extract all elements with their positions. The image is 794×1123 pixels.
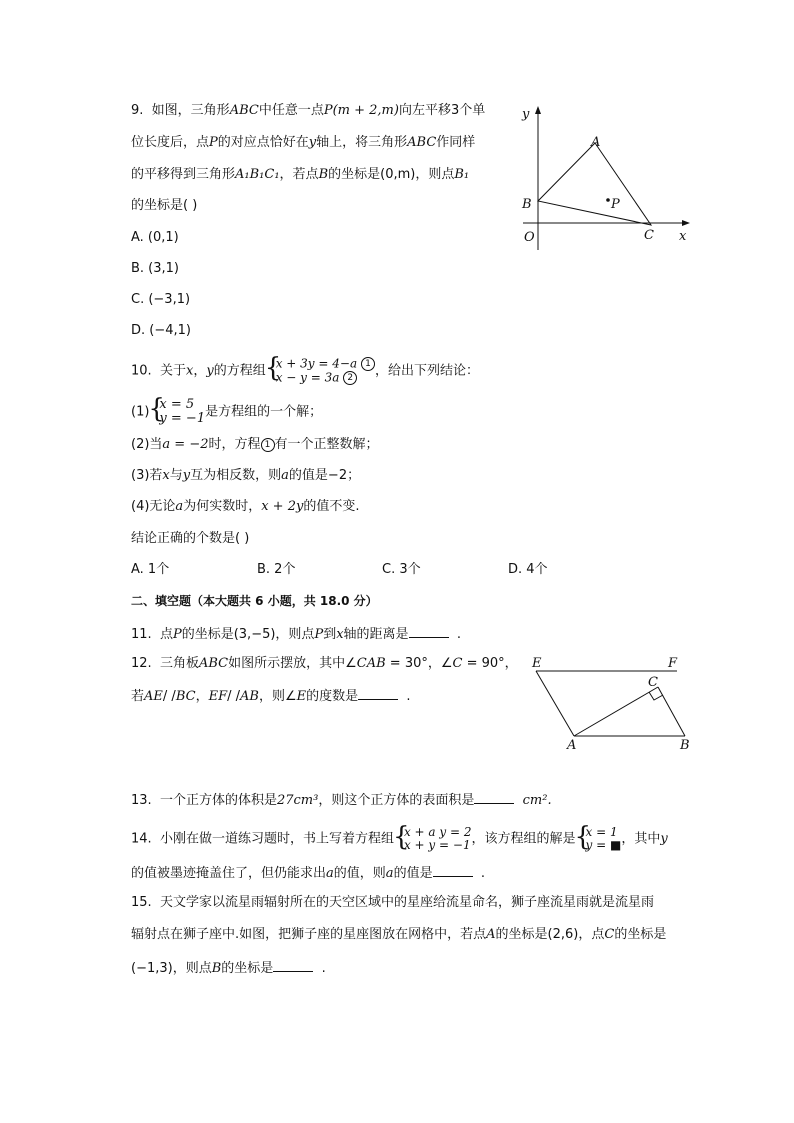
q9-line4: 的坐标是( ) — [131, 198, 198, 213]
q12-line2: 若AE/ /BC，EF/ /AB，则∠E的度数是 . — [131, 685, 411, 707]
label-c: C — [648, 675, 658, 690]
triangle-abc — [538, 143, 651, 225]
q10-option-d[interactable]: D. 4个 — [508, 562, 548, 577]
x-axis-arrow — [682, 220, 690, 226]
q9-option-d[interactable]: D. (−4,1) — [131, 323, 191, 338]
q10-intro: 10. 关于x，y的方程组{ x + 3y = 4−a 1 x − y = 3a 2 ，给出下列结论： — [131, 357, 479, 385]
q10-conclusion-2: (2)当a = −2时，方程 1 有一个正整数解； — [131, 437, 379, 452]
q9-line3: 的平移得到三角形A₁B₁C₁，若点B的坐标是(0,m)，则点B₁ — [131, 167, 470, 182]
q14-line1: 14. 小刚在做一道练习题时，书上写着方程组{ x + a y = 2 x + y = −1，该方程组的解是{ x = 1 y = ■，其中y — [131, 826, 668, 852]
q13: 13. 一个正方体的体积是27cm³，则这个正方体的表面积是 cm². — [131, 789, 552, 811]
q11: 11. 点P的坐标是(3,−5)，则点P到x轴的距离是 . — [131, 623, 461, 645]
label-c: C — [644, 228, 654, 243]
q15-line2: 辐射点在狮子座中.如图，把狮子座的星座图放在网格中，若点A的坐标是(2,6)，点C的坐标是 — [131, 927, 667, 942]
q13-answer-blank[interactable] — [474, 789, 514, 804]
q14-equation-system: { x + a y = 2 x + y = −1 — [394, 826, 472, 852]
q15-answer-blank[interactable] — [273, 957, 313, 972]
q10-conclusion-1: (1){ x = 5 y = −1是方程组的一个解； — [131, 398, 322, 426]
label-a: A — [591, 135, 601, 150]
origin-label: O — [524, 230, 535, 245]
line-ae — [536, 671, 574, 736]
line-ac — [574, 687, 658, 736]
q9-figure — [505, 100, 705, 255]
q10-option-a[interactable]: A. 1个 — [131, 562, 170, 577]
label-p: P — [611, 197, 620, 212]
q10-option-b[interactable]: B. 2个 — [257, 562, 296, 577]
section-2-title: 二、填空题（本大题共 6 小题，共 18.0 分） — [131, 594, 378, 608]
q12-figure — [525, 652, 705, 754]
q9-option-b[interactable]: B. (3,1) — [131, 261, 180, 276]
q10-equation-system: { x + 3y = 4−a 1 x − y = 3a 2 — [266, 357, 375, 385]
q9-option-c[interactable]: C. (−3,1) — [131, 292, 191, 307]
q15-line3: (−1,3)，则点B的坐标是 . — [131, 957, 326, 979]
q12-answer-blank[interactable] — [358, 685, 398, 700]
q10-question: 结论正确的个数是( ) — [131, 531, 250, 546]
q14-answer-blank[interactable] — [433, 862, 473, 877]
line-bc — [658, 687, 685, 736]
q10-option-c[interactable]: C. 3个 — [382, 562, 421, 577]
x-axis-label: x — [679, 229, 687, 244]
label-e: E — [532, 656, 542, 671]
q11-answer-blank[interactable] — [409, 623, 449, 638]
label-f: F — [668, 656, 678, 671]
label-b: B — [680, 738, 690, 753]
q14-solution: { x = 1 y = ■ — [576, 826, 622, 852]
q15-line1: 15. 天文学家以流星雨辐射所在的天空区域中的星座给流星命名，狮子座流星雨就是流星雨 — [131, 895, 654, 910]
label-a: A — [567, 738, 577, 753]
q12-line1: 12. 三角板ABC如图所示摆放，其中∠CAB = 30°，∠C = 90°， — [131, 656, 518, 671]
q9-option-a[interactable]: A. (0,1) — [131, 230, 179, 245]
q10-conclusion-4: (4)无论a为何实数时，x + 2y的值不变. — [131, 499, 360, 514]
label-b: B — [522, 197, 532, 212]
q10-conclusion-3: (3)若x与y互为相反数，则a的值是−2； — [131, 468, 361, 483]
q14-line2: 的值被墨迹掩盖住了，但仍能求出a的值，则a的值是 . — [131, 862, 485, 884]
q9-line1: 9. 如图，三角形ABC中任意一点P(m + 2,m)向左平移3个单 — [131, 103, 486, 118]
point-p — [606, 198, 610, 202]
y-axis-label: y — [522, 107, 530, 122]
y-axis-arrow — [535, 106, 541, 114]
q9-line2: 位长度后，点P的对应点恰好在y轴上，将三角形ABC作同样 — [131, 135, 476, 150]
